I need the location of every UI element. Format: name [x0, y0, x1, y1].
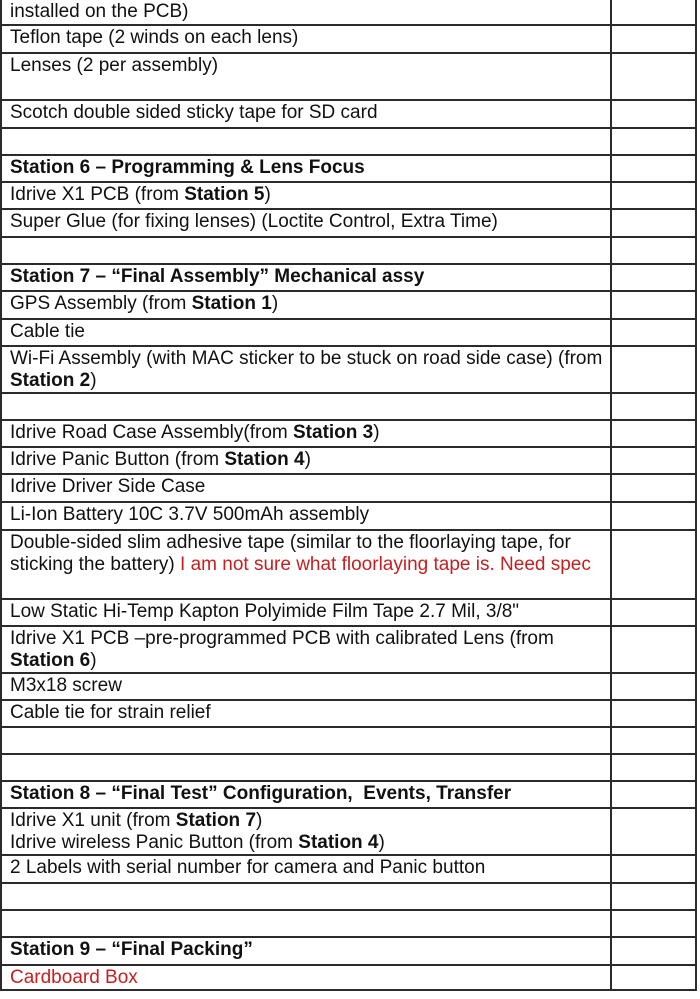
blank-cell [612, 0, 695, 24]
item-cell [2, 809, 612, 854]
item-cell [2, 856, 612, 882]
item-cell [2, 183, 612, 208]
item-text [10, 130, 604, 152]
item-cell [2, 503, 612, 529]
blank-cell [612, 531, 695, 598]
item-text: Cardboard Box [10, 967, 138, 988]
item-row [2, 531, 695, 600]
item-cell [2, 475, 612, 501]
item-row [2, 54, 695, 101]
section-header-row [2, 156, 695, 183]
item-text: installed on the PCB) [10, 1, 189, 22]
item-cell [2, 0, 612, 24]
item-cell [2, 911, 612, 936]
blank-row [2, 394, 695, 421]
item-text: GPS Assembly (from Station 1) [10, 293, 279, 314]
blank-cell [612, 701, 695, 726]
blank-cell [612, 320, 695, 345]
item-cell [2, 210, 612, 236]
blank-cell [612, 884, 695, 909]
item-text: Idrive Panic Button (from Station 4) [10, 449, 311, 470]
item-text: M3x18 screw [10, 675, 122, 696]
item-text: Scotch double sided sticky tape for SD card [10, 102, 378, 123]
item-cell [2, 782, 612, 807]
blank-cell [612, 292, 695, 318]
item-cell [2, 728, 612, 753]
item-cell [2, 129, 612, 154]
item-cell [2, 600, 612, 625]
item-cell [2, 265, 612, 290]
blank-row [2, 238, 695, 265]
item-cell [2, 238, 612, 263]
item-row [2, 210, 695, 238]
item-row [2, 183, 695, 210]
item-text: Low Static Hi-Temp Kapton Polyimide Film Tape 2.7 Mil, 3/8" [10, 601, 520, 622]
item-text: Idrive Road Case Assembly(from Station 3) [10, 422, 380, 443]
item-cell [2, 755, 612, 780]
item-text: Double-sided slim adhesive tape (similar to the floorlaying tape, for sticking the battery) I am not sure what floorlaying tape is. Need spec [10, 532, 591, 575]
section-header-row [2, 265, 695, 292]
blank-cell [612, 782, 695, 807]
item-cell [2, 701, 612, 726]
item-cell [2, 54, 612, 99]
item-row [2, 627, 695, 674]
blank-cell [612, 966, 695, 989]
blank-cell [612, 600, 695, 625]
item-row [2, 448, 695, 475]
item-text: Idrive Driver Side Case [10, 476, 206, 497]
blank-cell [612, 183, 695, 208]
item-row [2, 674, 695, 701]
item-text: Station 9 – “Final Packing” [10, 939, 253, 960]
item-row [2, 0, 695, 26]
item-text: Lenses (2 per assembly) [10, 55, 219, 76]
blank-row [2, 911, 695, 938]
blank-cell [612, 265, 695, 290]
item-row [2, 503, 695, 531]
item-text: Station 8 – “Final Test” Configuration, Events, Transfer [10, 783, 512, 804]
blank-cell [612, 421, 695, 446]
item-text [10, 395, 604, 417]
item-text: Super Glue (for fixing lenses) (Loctite Control, Extra Time) [10, 211, 498, 232]
blank-cell [612, 394, 695, 419]
item-text: Li-Ion Battery 10C 3.7V 500mAh assembly [10, 504, 370, 525]
blank-cell [612, 911, 695, 936]
blank-cell [612, 755, 695, 780]
blank-cell [612, 238, 695, 263]
item-row [2, 292, 695, 320]
item-row [2, 475, 695, 503]
item-text: Station 7 – “Final Assembly” Mechanical assy [10, 266, 425, 287]
item-text: 2 Labels with serial number for camera and Panic button [10, 857, 486, 878]
blank-cell [612, 54, 695, 99]
item-row [2, 101, 695, 129]
item-text: Cable tie for strain relief [10, 702, 211, 723]
blank-row [2, 129, 695, 156]
item-row [2, 701, 695, 728]
blank-cell [612, 627, 695, 672]
item-text: Idrive X1 unit (from Station 7) [10, 810, 263, 831]
blank-cell [612, 938, 695, 964]
item-row [2, 421, 695, 448]
blank-row [2, 884, 695, 911]
item-row [2, 856, 695, 884]
item-text: Station 6 – Programming & Lens Focus [10, 157, 365, 178]
blank-cell [612, 129, 695, 154]
item-cell [2, 966, 612, 989]
blank-cell [612, 26, 695, 52]
item-text: Idrive X1 PCB (from Station 5) [10, 184, 271, 205]
item-cell [2, 884, 612, 909]
item-cell [2, 394, 612, 419]
blank-cell [612, 347, 695, 392]
item-cell [2, 627, 612, 672]
blank-cell [612, 448, 695, 473]
item-cell [2, 448, 612, 473]
blank-cell [612, 856, 695, 882]
item-cell [2, 101, 612, 127]
item-row [2, 809, 695, 856]
item-row [2, 347, 695, 394]
blank-row [2, 728, 695, 755]
item-cell [2, 347, 612, 392]
blank-cell [612, 210, 695, 236]
item-text: Idrive wireless Panic Button (from Station 4) [10, 832, 385, 853]
item-text [10, 729, 604, 751]
item-cell [2, 26, 612, 52]
blank-cell [612, 674, 695, 699]
item-cell [2, 421, 612, 446]
section-header-row [2, 938, 695, 966]
item-row [2, 600, 695, 627]
blank-cell [612, 503, 695, 529]
item-text: Idrive X1 PCB –pre-programmed PCB with calibrated Lens (from Station 6) [10, 628, 560, 671]
item-cell [2, 674, 612, 699]
blank-cell [612, 156, 695, 181]
item-cell [2, 292, 612, 318]
blank-cell [612, 475, 695, 501]
item-text [10, 912, 604, 934]
blank-row [2, 755, 695, 782]
section-header-row [2, 782, 695, 809]
blank-cell [612, 809, 695, 854]
item-text: Cable tie [10, 321, 85, 342]
item-text [10, 239, 604, 261]
item-text: Wi-Fi Assembly (with MAC sticker to be stuck on road side case) (from Station 2) [10, 348, 608, 391]
blank-cell [612, 728, 695, 753]
item-cell [2, 938, 612, 964]
item-text: Teflon tape (2 winds on each lens) [10, 27, 299, 48]
item-row [2, 26, 695, 54]
item-cell [2, 320, 612, 345]
item-row [2, 320, 695, 347]
item-row [2, 966, 695, 991]
blank-cell [612, 101, 695, 127]
item-text [10, 885, 604, 907]
item-cell [2, 156, 612, 181]
item-text [10, 756, 604, 778]
item-cell [2, 531, 612, 598]
